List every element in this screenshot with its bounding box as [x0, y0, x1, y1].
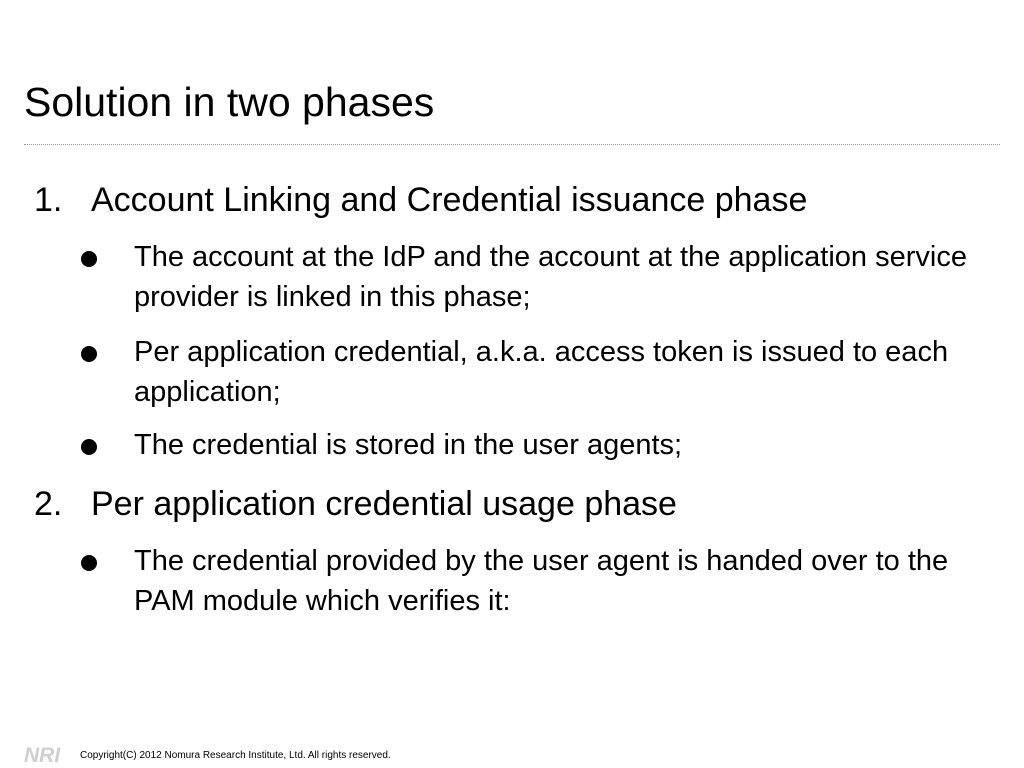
- slide-title: Solution in two phases: [24, 79, 435, 125]
- bullet-dot-icon: [81, 555, 97, 571]
- bullet-text: The account at the IdP and the account at the application service provider is linked in this phase;: [134, 241, 967, 313]
- title-divider: [24, 144, 1000, 145]
- svg-text:NRI: NRI: [24, 744, 61, 764]
- slide-footer: [24, 742, 1004, 764]
- bullet-dot-icon: [81, 439, 97, 455]
- bullet-dot-icon: [81, 251, 97, 267]
- bullet-text: The credential is stored in the user agents;: [134, 429, 683, 461]
- copyright-text: Copyright(C) 2012 Nomura Research Institute, Ltd. All rights reserved.: [80, 750, 391, 761]
- phase-number: 1.: [34, 181, 63, 219]
- bullet-text: The credential provided by the user agent is handed over to the PAM module which verifies it:: [134, 545, 949, 617]
- phase-number: 2.: [34, 485, 63, 523]
- phase-label: Account Linking and Credential issuance phase: [91, 181, 808, 219]
- phase-label: Per application credential usage phase: [91, 485, 677, 523]
- bullet-text: Per application credential, a.k.a. access token is issued to each application;: [134, 336, 949, 408]
- bullet-dot-icon: [81, 346, 97, 362]
- nri-logo-icon: [24, 742, 68, 764]
